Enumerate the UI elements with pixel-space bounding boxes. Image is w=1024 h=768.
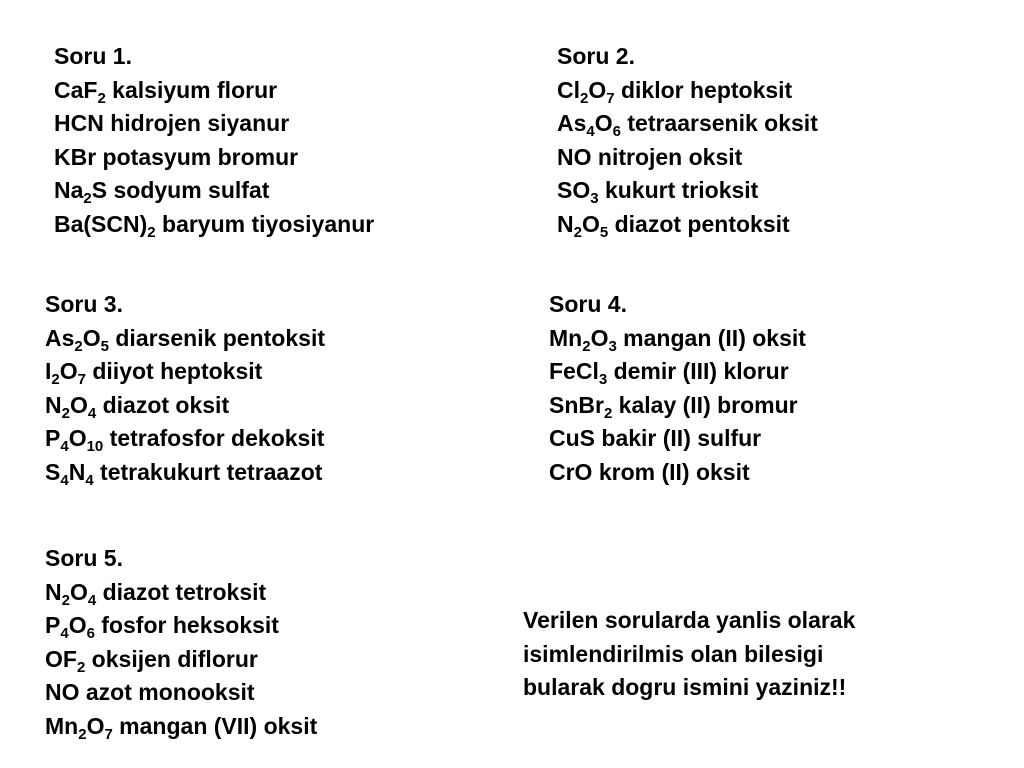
subscript: 2 — [78, 725, 87, 743]
text-segment: NO nitrojen oksit — [557, 143, 743, 170]
text-segment: O — [594, 110, 613, 137]
compound-line — [45, 422, 325, 456]
compound-line — [54, 74, 374, 108]
text-segment: N — [45, 391, 62, 418]
instruction-line: Verilen sorularda yanlis olarak — [523, 607, 856, 633]
subscript: 4 — [586, 123, 595, 141]
subscript: 2 — [61, 591, 70, 609]
text-segment: Mn — [45, 712, 79, 739]
text-segment: Ba(SCN) — [54, 210, 148, 237]
compound-line — [54, 208, 374, 242]
subscript: 2 — [51, 371, 60, 389]
text-segment: kalay (II) bromur — [612, 391, 798, 418]
subscript: 3 — [598, 371, 608, 389]
text-segment: S — [45, 458, 61, 485]
text-segment: SnBr — [549, 391, 604, 418]
subscript: 2 — [83, 190, 92, 208]
compound-line — [549, 322, 806, 356]
subscript: 2 — [147, 223, 156, 241]
subscript: 2 — [573, 223, 582, 241]
text-segment: fosfor heksoksit — [94, 612, 279, 639]
text-segment: O — [588, 76, 607, 103]
compound-line — [549, 355, 806, 389]
text-segment: P — [45, 425, 61, 452]
question-title: Soru 5. — [45, 545, 123, 571]
compound-line — [45, 676, 317, 710]
text-segment: As — [45, 324, 75, 351]
text-segment: NO azot monooksit — [45, 679, 255, 706]
subscript: 2 — [582, 337, 591, 355]
text-segment: N — [557, 210, 574, 237]
instruction-note — [523, 604, 855, 705]
subscript: 10 — [86, 438, 104, 456]
text-segment: baryum tiyosiyanur — [155, 210, 375, 237]
text-segment: tetrakukurt tetraazot — [93, 458, 323, 485]
subscript: 2 — [580, 89, 589, 107]
subscript: 5 — [100, 337, 109, 355]
question-3 — [45, 288, 325, 490]
subscript: 2 — [74, 337, 83, 355]
text-segment: O — [86, 712, 105, 739]
compound-line — [54, 141, 374, 175]
compound-line — [557, 107, 818, 141]
text-segment: O — [69, 578, 88, 605]
question-5 — [45, 542, 317, 744]
question-title: Soru 2. — [557, 43, 635, 69]
text-segment: FeCl — [549, 358, 599, 385]
compound-line — [45, 456, 325, 490]
compound-line — [45, 609, 317, 643]
subscript: 7 — [104, 725, 113, 743]
text-segment: diazot oksit — [96, 391, 230, 418]
text-segment: O — [69, 391, 88, 418]
question-2 — [557, 40, 818, 242]
text-segment: O — [68, 612, 87, 639]
text-segment: KBr potasyum bromur — [54, 143, 299, 170]
compound-line — [45, 389, 325, 423]
text-segment: mangan (II) oksit — [616, 324, 806, 351]
subscript: 5 — [599, 223, 609, 241]
subscript: 4 — [60, 438, 69, 456]
text-segment: CaF — [54, 76, 98, 103]
question-1 — [54, 40, 374, 242]
text-segment: O — [82, 324, 101, 351]
text-segment: HCN hidrojen siyanur — [54, 110, 290, 137]
text-segment: Na — [54, 177, 84, 204]
compound-line — [557, 141, 818, 175]
question-title: Soru 1. — [54, 43, 132, 69]
text-segment: diklor heptoksit — [614, 76, 793, 103]
text-segment: kukurt trioksit — [598, 177, 759, 204]
subscript: 4 — [60, 625, 69, 643]
compound-line — [557, 74, 818, 108]
compound-line — [45, 576, 317, 610]
instruction-line: isimlendirilmis olan bilesigi — [523, 640, 824, 667]
compound-line — [54, 107, 374, 141]
text-segment: tetraarsenik oksit — [620, 110, 818, 137]
question-4 — [549, 288, 806, 490]
text-segment: OF — [45, 645, 77, 672]
text-segment: Cl — [557, 76, 580, 103]
subscript: 2 — [97, 89, 106, 107]
text-segment: O — [59, 358, 78, 385]
text-segment: diiyot heptoksit — [85, 358, 263, 385]
text-segment: N — [68, 458, 86, 485]
question-title: Soru 3. — [45, 291, 123, 317]
subscript: 6 — [86, 625, 95, 643]
subscript: 4 — [87, 591, 97, 609]
text-segment: I — [45, 358, 52, 385]
text-segment: demir (III) klorur — [607, 358, 789, 385]
compound-line — [549, 456, 806, 490]
text-segment: SO — [557, 177, 591, 204]
subscript: 4 — [85, 471, 94, 489]
compound-line — [45, 643, 317, 677]
text-segment: CrO krom (II) oksit — [549, 458, 750, 485]
text-segment: S sodyum sulfat — [91, 177, 270, 204]
text-segment: O — [581, 210, 600, 237]
subscript: 3 — [608, 337, 617, 355]
text-segment: diazot tetroksit — [96, 578, 267, 605]
text-segment: As — [557, 110, 587, 137]
compound-line — [45, 322, 325, 356]
subscript: 3 — [590, 190, 599, 208]
compound-line — [54, 174, 374, 208]
compound-line — [45, 355, 325, 389]
text-segment: Mn — [549, 324, 583, 351]
compound-line — [557, 208, 818, 242]
text-segment: mangan (VII) oksit — [112, 712, 318, 739]
subscript: 4 — [87, 404, 97, 422]
subscript: 7 — [606, 89, 615, 107]
subscript: 6 — [612, 123, 621, 141]
text-segment: N — [45, 578, 62, 605]
subscript: 4 — [60, 471, 69, 489]
text-segment: P — [45, 612, 61, 639]
text-segment: CuS bakir (II) sulfur — [549, 425, 762, 452]
text-segment: O — [590, 324, 609, 351]
compound-line — [557, 174, 818, 208]
instruction-line: bularak dogru ismini yaziniz!! — [523, 674, 847, 701]
compound-line — [549, 422, 806, 456]
text-segment: kalsiyum florur — [105, 76, 278, 103]
subscript: 2 — [603, 404, 613, 422]
compound-line — [45, 710, 317, 744]
subscript: 2 — [61, 404, 70, 422]
subscript: 2 — [76, 658, 86, 676]
compound-line — [549, 389, 806, 423]
subscript: 7 — [77, 371, 86, 389]
text-segment: diarsenik pentoksit — [108, 324, 325, 351]
text-segment: O — [68, 425, 87, 452]
question-title: Soru 4. — [549, 291, 627, 317]
text-segment: oksijen diflorur — [85, 645, 258, 672]
text-segment: tetrafosfor dekoksit — [103, 425, 325, 452]
text-segment: diazot pentoksit — [608, 210, 790, 237]
